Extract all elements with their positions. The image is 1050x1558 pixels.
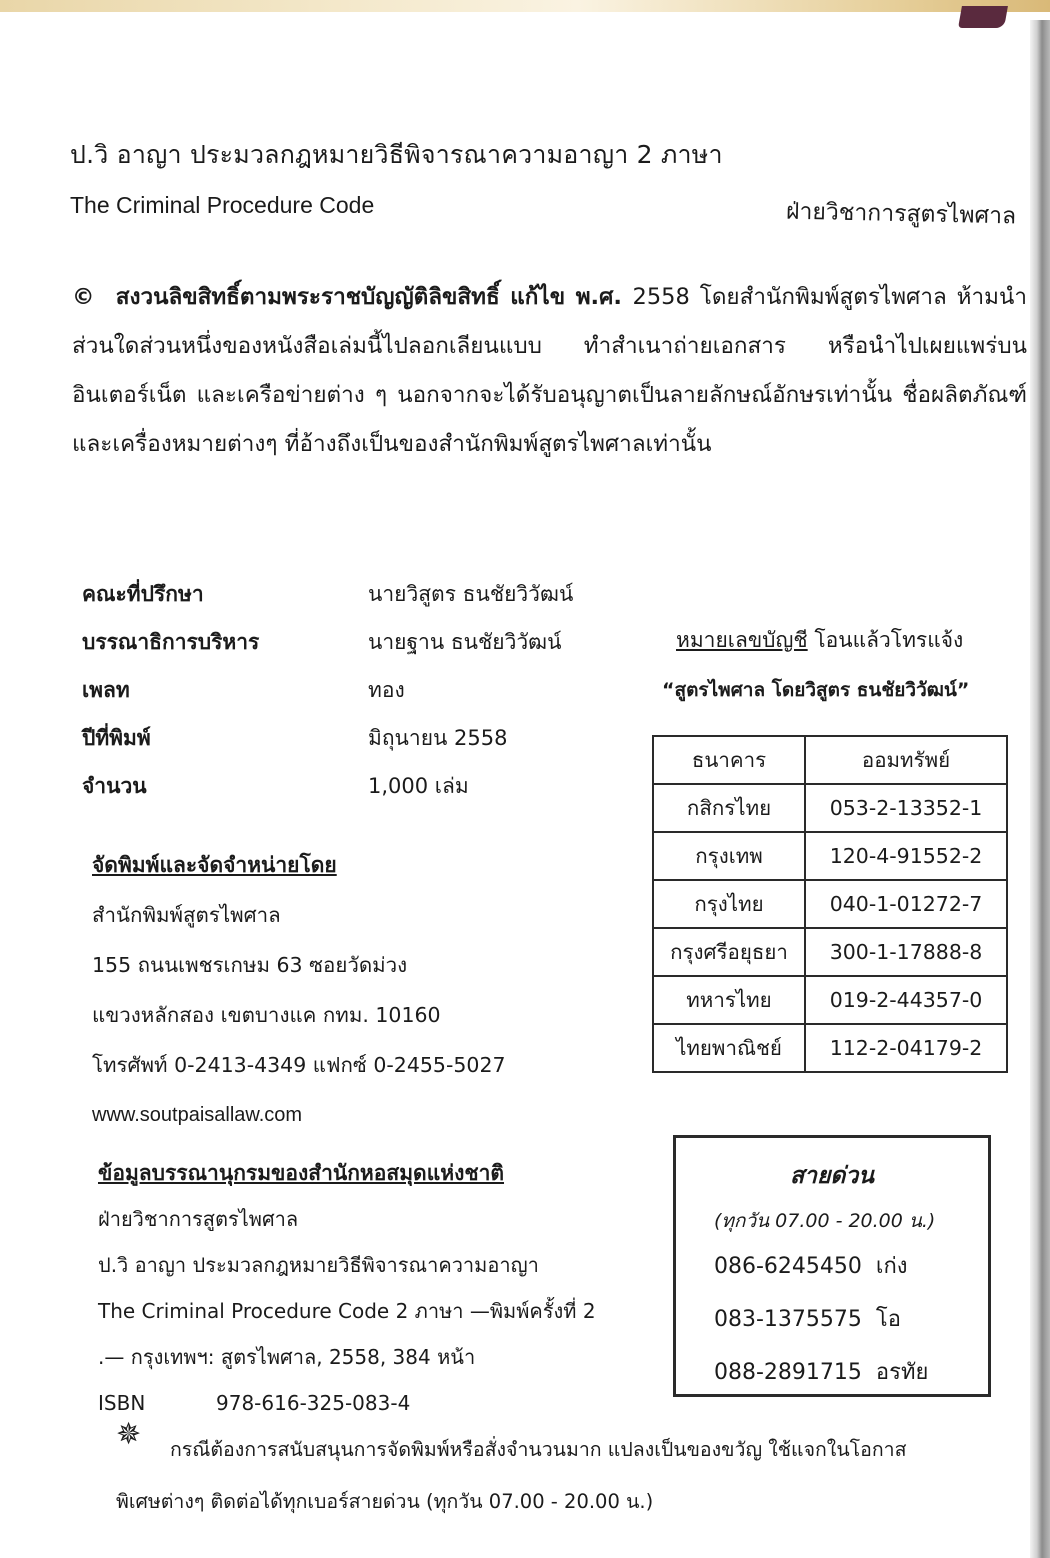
account-number: 300-1-17888-8: [805, 928, 1007, 976]
catalog-line: ฝ่ายวิชาการสูตรไพศาล: [98, 1207, 299, 1231]
credit-row: [82, 618, 628, 666]
copyright-body: โดยสำนักพิมพ์สูตรไพศาล ห้ามนำส่วนใดส่วนหนึ่งของหนังสือเล่มนี้ไปลอกเลียนแบบ ทำสำเนาถ่ายเอกสาร หรือนำไปเผยแพร่บนอินเตอร์เน็ต และเครือข่ายต่าง ๆ นอกจากจะได้รับอนุญาตเป็นลายลักษณ์อักษรเท่านั้น ชื่อผลิตภัณฑ์และเครื่องหมายต่างๆ ที่อ้างถึงเป็นของสำนักพิมพ์สูตรไพศาลเท่านั้น: [72, 284, 1027, 457]
copyright-year: 2558: [632, 284, 690, 310]
credits-list: [82, 570, 628, 810]
table-row: [653, 784, 1007, 832]
book-title-thai: ป.วิ อาญา ประมวลกฎหมายวิธีพิจารณาความอาญา 2 ภาษา: [70, 140, 723, 169]
credit-label: จำนวน: [82, 773, 147, 798]
account-heading: [676, 624, 963, 657]
catalog-line: The Criminal Procedure Code 2 ภาษา —พิมพ์ครั้งที่ 2: [98, 1299, 596, 1323]
table-row: [653, 976, 1007, 1024]
hotline-phone: 086-6245450: [714, 1254, 862, 1279]
column-header-bank: ธนาคาร: [653, 736, 805, 784]
account-number: 053-2-13352-1: [805, 784, 1007, 832]
bank-name: ไทยพาณิชย์: [653, 1024, 805, 1072]
account-number: 040-1-01272-7: [805, 880, 1007, 928]
catalog-heading: ข้อมูลบรรณานุกรมของสำนักหอสมุดแห่งชาติ: [98, 1161, 505, 1185]
copyright-bold-text: สงวนลิขสิทธิ์ตามพระราชบัญญัติลิขสิทธิ์ แก้ไข พ.ศ.: [115, 284, 622, 310]
note-line-2: พิเศษต่างๆ ติดต่อได้ทุกเบอร์สายด่วน (ทุกวัน 07.00 - 20.00 น.): [116, 1490, 654, 1513]
bank-name: ทหารไทย: [653, 976, 805, 1024]
isbn-line: [98, 1380, 596, 1426]
hotline-phone: 088-2891715: [714, 1360, 862, 1385]
credit-label: เพลท: [82, 677, 130, 702]
credit-row: [82, 570, 628, 618]
credit-value: มิถุนายน 2558: [368, 725, 508, 750]
isbn-value: 978-616-325-083-4: [216, 1391, 411, 1415]
bank-name: กรุงไทย: [653, 880, 805, 928]
publisher-website: www.soutpaisallaw.com: [92, 1104, 303, 1126]
publisher-heading: จัดพิมพ์และจัดจำหน่ายโดย: [92, 853, 337, 877]
publisher-address-line-2: แขวงหลักสอง เขตบางแค กทม. 10160: [92, 1003, 441, 1027]
catalog-line: .— กรุงเทพฯ: สูตรไพศาล, 2558, 384 หน้า: [98, 1345, 476, 1369]
author-department: ฝ่ายวิชาการสูตรไพศาล: [785, 198, 1017, 230]
table-row: [653, 880, 1007, 928]
book-cover-corner: [958, 6, 1008, 28]
hotline-number: [714, 1354, 928, 1389]
hotline-box: [673, 1135, 991, 1397]
bank-accounts-table: [652, 735, 1008, 1073]
hotline-contact-name: โอ: [875, 1307, 901, 1332]
column-header-savings: ออมทรัพย์: [805, 736, 1007, 784]
account-heading-underlined: หมายเลขบัญชี: [676, 628, 808, 652]
credit-label: คณะที่ปรึกษา: [82, 581, 204, 606]
credit-row: [82, 666, 628, 714]
credit-row: [82, 762, 628, 810]
publisher-info: [92, 840, 506, 1140]
account-heading-rest: โอนแล้วโทรแจ้ง: [807, 628, 964, 652]
hotline-contact-name: อรทัย: [875, 1360, 929, 1385]
table-row: [653, 928, 1007, 976]
account-number: 120-4-91552-2: [805, 832, 1007, 880]
book-title-english: The Criminal Procedure Code: [70, 192, 375, 218]
isbn-label: ISBN: [98, 1391, 146, 1415]
credit-value: นายวิสูตร ธนชัยวิวัฒน์: [368, 581, 574, 606]
copyright-notice: [72, 273, 1027, 469]
flower-ornament-icon: ✵: [116, 1417, 142, 1452]
credit-value: ทอง: [368, 677, 405, 702]
bank-name: กสิกรไทย: [653, 784, 805, 832]
hotline-number: [714, 1248, 908, 1283]
publisher-phone-fax: โทรศัพท์ 0-2413-4349 แฟกซ์ 0-2455-5027: [92, 1053, 506, 1077]
credit-value: นายฐาน ธนชัยวิวัฒน์: [368, 629, 562, 654]
table-header-row: [653, 736, 1007, 784]
catalog-line: ป.วิ อาญา ประมวลกฎหมายวิธีพิจารณาความอาญา: [98, 1253, 539, 1277]
account-number: 112-2-04179-2: [805, 1024, 1007, 1072]
account-number: 019-2-44357-0: [805, 976, 1007, 1024]
credit-label: ปีที่พิมพ์: [82, 725, 151, 750]
hotline-title: สายด่วน: [789, 1163, 874, 1189]
account-name: “สูตรไพศาล โดยวิสูตร ธนชัยวิวัฒน์”: [662, 679, 970, 701]
note-line-1: กรณีต้องการสนับสนุนการจัดพิมพ์หรือสั่งจำนวนมาก แปลงเป็นของขวัญ ใช้แจกในโอกาส: [170, 1438, 907, 1461]
credit-row: [82, 714, 628, 762]
hotline-number: [714, 1301, 901, 1336]
page-right-edge-shadow: [1030, 20, 1050, 1558]
bank-name: กรุงเทพ: [653, 832, 805, 880]
hotline-hours: (ทุกวัน 07.00 - 20.00 น.): [714, 1210, 936, 1232]
credit-label: บรรณาธิการบริหาร: [82, 629, 260, 654]
hotline-contact-name: เก่ง: [875, 1254, 908, 1279]
copyright-symbol: ©: [72, 284, 95, 310]
publisher-address-line-1: 155 ถนนเพชรเกษม 63 ซอยวัดม่วง: [92, 953, 408, 977]
page-top-edge: [0, 0, 1050, 12]
table-row: [653, 1024, 1007, 1072]
catalog-info: [98, 1150, 596, 1426]
credit-value: 1,000 เล่ม: [368, 773, 469, 798]
publisher-name: สำนักพิมพ์สูตรไพศาล: [92, 903, 281, 927]
bank-name: กรุงศรีอยุธยา: [653, 928, 805, 976]
table-row: [653, 832, 1007, 880]
hotline-phone: 083-1375575: [714, 1307, 862, 1332]
